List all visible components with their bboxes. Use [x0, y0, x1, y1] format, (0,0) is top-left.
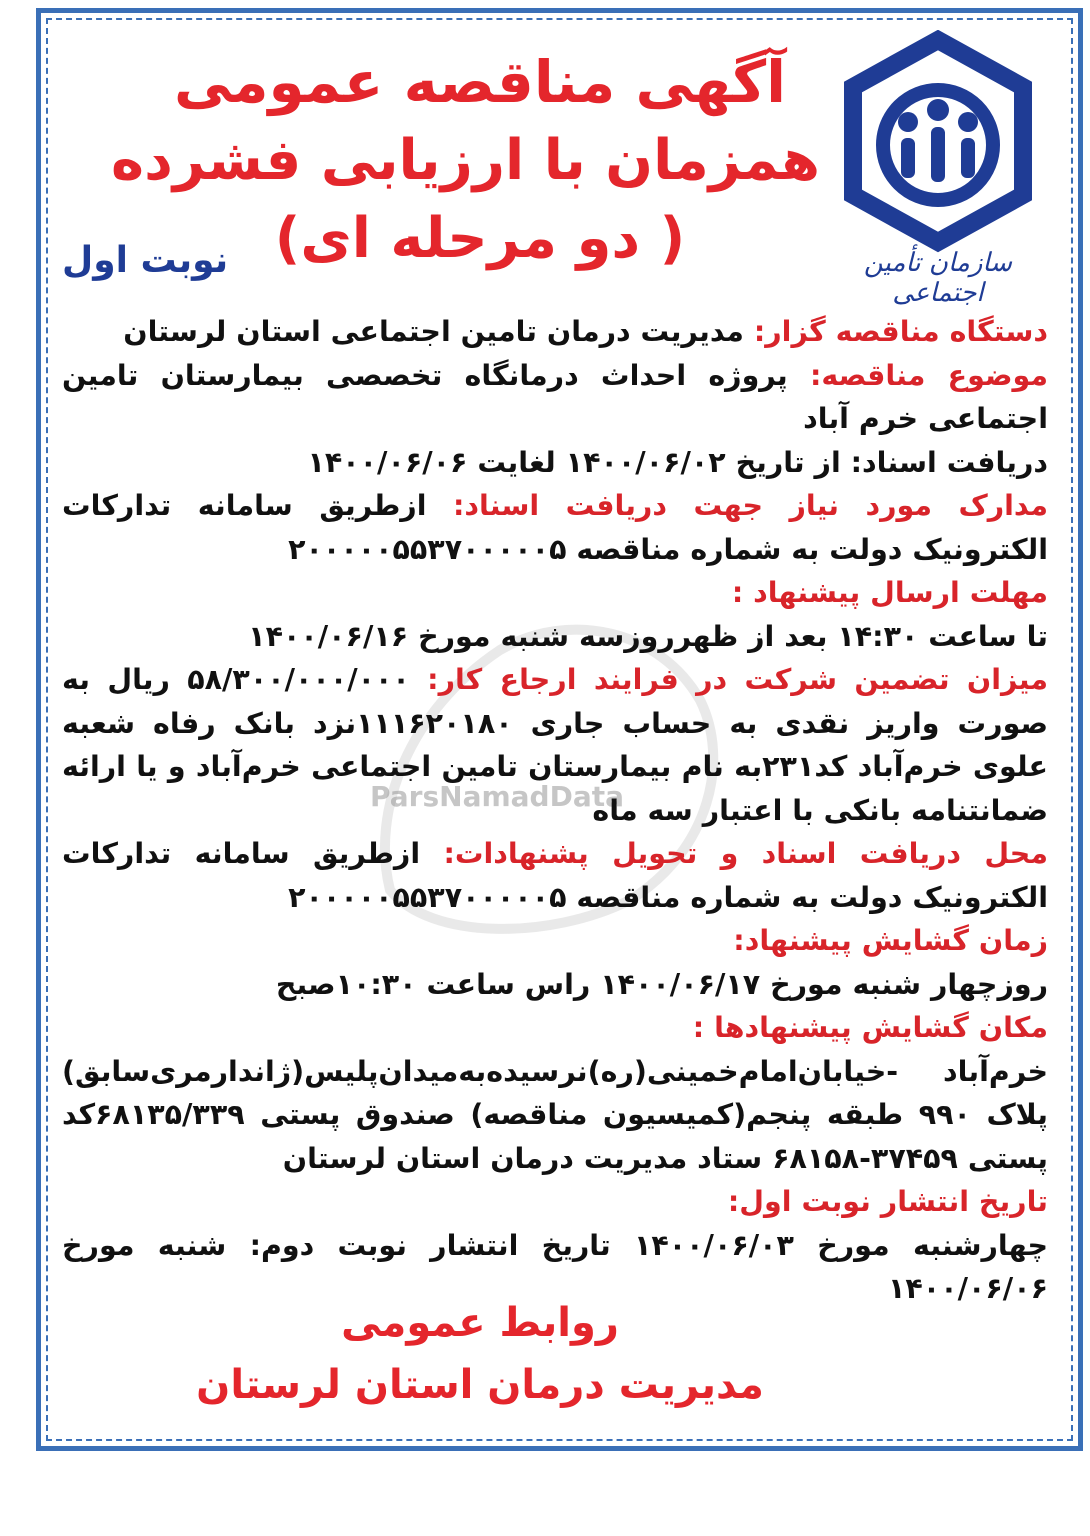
- organizer-label: دستگاه مناقصه گزار:: [753, 315, 1048, 348]
- opening-time-label: زمان گشایش پیشنهاد:: [733, 924, 1048, 957]
- headline-line-2: همزمان با ارزیابی فشرده: [111, 128, 820, 193]
- subject-line: [62, 354, 1048, 441]
- round-label: نوبت اول: [62, 240, 229, 281]
- guarantee-label: میزان تضمین شرکت در فرایند ارجاع کار:: [427, 663, 1048, 696]
- docs-value: ازطریق سامانه تدارکات الکترونیک دولت به شماره مناقصه ۲۰۰۰۰۰۵۵۳۷۰۰۰۰۰۵: [62, 489, 1048, 566]
- tender-details: [62, 310, 1048, 1311]
- delivery-label: محل دریافت اسناد و تحویل پشنهادات:: [443, 837, 1048, 870]
- publish-label: تاریخ انتشار نوبت اول:: [727, 1185, 1048, 1218]
- guarantee-line: [62, 658, 1048, 832]
- receive-docs-line: دریافت اسناد: از تاریخ ۱۴۰۰/۰۶/۰۲ لغایت ۱۴۰۰/۰۶/۰۶: [307, 445, 1048, 479]
- delivery-line: [62, 832, 1048, 919]
- watermark-text: ParsNamadData: [370, 780, 624, 813]
- subject-value: پروژه احداث درمانگاه تخصصی بیمارستان تامین اجتماعی خرم آباد: [62, 358, 1048, 435]
- deadline-label: مهلت ارسال پیشنهاد :: [731, 576, 1048, 609]
- organizer-line: [62, 310, 1048, 354]
- docs-line: [62, 484, 1048, 571]
- logo-caption: سازمان تأمین اجتماعی: [863, 248, 1013, 308]
- opening-place-label: مکان گشایش پیشنهادها :: [692, 1011, 1048, 1044]
- guarantee-value: ۵۸/۳۰۰/۰۰۰/۰۰۰ ریال به صورت واریز نقدی به حساب جاری ۱۱۱۶۲۰۱۸۰نزد بانک رفاه شعبه علوی خرم‌آباد کد۲۳۱به نام بیمارستان تامین اجتماعی خرم‌آباد و یا ارائه ضمانتنامه بانکی با اعتبار سه ماه: [62, 663, 1049, 827]
- organizer-value: مدیریت درمان تامین اجتماعی استان لرستان: [123, 315, 754, 348]
- opening-place-value: خرم‌آباد -خیابان‌امام‌خمینی(ره)نرسیده‌به‌میدان‌پلیس(ژاندارمری‌سابق) پلاک ۹۹۰ طبقه پنجم(کمیسیون مناقصه) صندوق پستی ۶۸۱۳۵/۳۳۹کد پستی ۳۷۴۵۹-۶۸۱۵۸ ستاد مدیریت درمان استان لرستان: [62, 1054, 1048, 1175]
- deadline-value: تا ساعت ۱۴:۳۰ بعد از ظهرروزسه شنبه مورخ ۱۴۰۰/۰۶/۱۶: [248, 619, 1048, 653]
- headline-line-3: ( دو مرحله ای): [274, 206, 686, 271]
- publish-value: چهارشنبه مورخ ۱۴۰۰/۰۶/۰۳ تاریخ انتشار نوبت دوم: شنبه مورخ ۱۴۰۰/۰۶/۰۶: [62, 1228, 1048, 1305]
- docs-label: مدارک مورد نیاز جهت دریافت اسناد:: [453, 489, 1048, 522]
- footer-line-2: مدیریت درمان استان لرستان: [196, 1362, 764, 1408]
- headline-line-1: آگهی مناقصه عمومی: [173, 48, 787, 116]
- opening-time-value: روزچهار شنبه مورخ ۱۴۰۰/۰۶/۱۷ راس ساعت ۱۰:۳۰صبح: [275, 967, 1048, 1001]
- subject-label: موضوع مناقصه:: [809, 358, 1049, 392]
- delivery-value: ازطریق سامانه تدارکات الکترونیک دولت به شماره مناقصه ۲۰۰۰۰۰۵۵۳۷۰۰۰۰۰۵: [62, 837, 1048, 914]
- footer-line-1: روابط عمومی: [341, 1300, 619, 1346]
